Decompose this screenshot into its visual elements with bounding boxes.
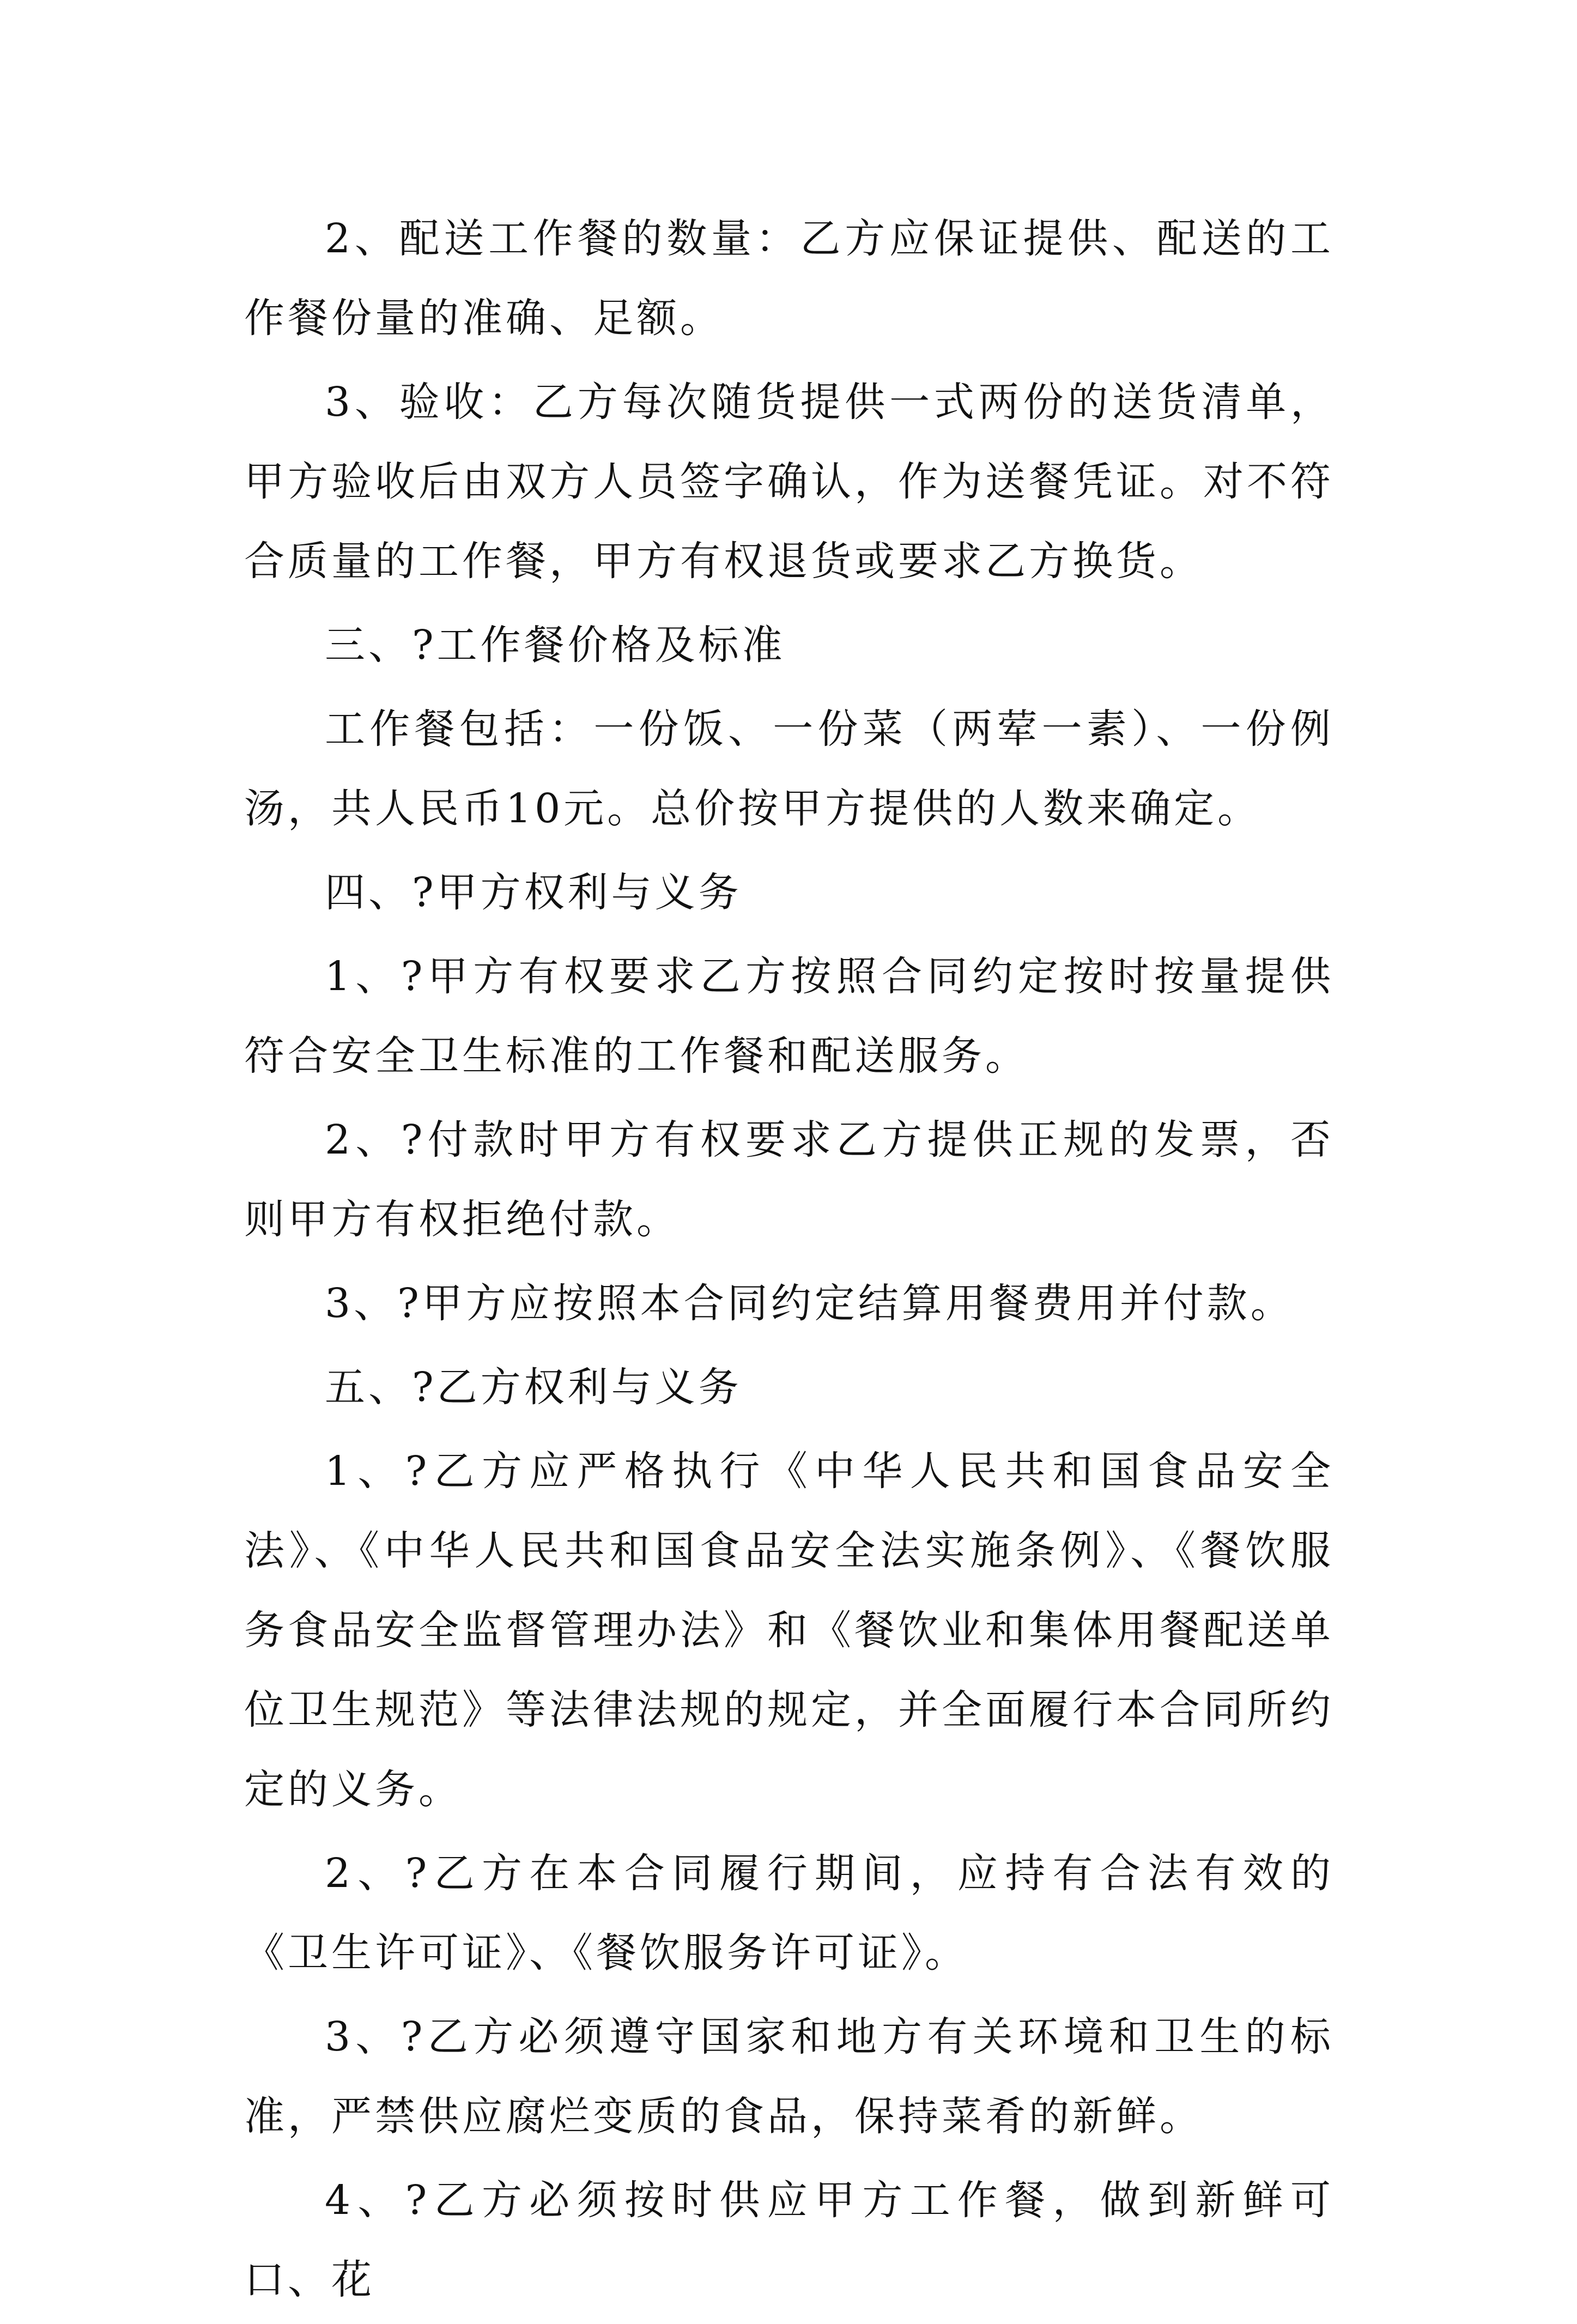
paragraph-party-a-right-3: 3、?甲方应按照本合同约定结算用餐费用并付款。 xyxy=(325,1280,1294,1327)
paragraph-party-b-duty-1: 1、?乙方应严格执行《中华人民共和国食品安全法》、《中华人民共和国食品安全法实施条例》、《餐饮服务食品安全监督管理办法》和《餐饮业和集体用餐配送单位卫生规范》等法律法规的规定，并全面履行本合同所约定的义务。 xyxy=(244,1448,1334,1813)
document-body xyxy=(244,199,1334,2324)
paragraph-party-a-right-1: 1、?甲方有权要求乙方按照合同约定按时按量提供符合安全卫生标准的工作餐和配送服务。 xyxy=(244,953,1334,1079)
paragraph-delivery-quantity: 2、配送工作餐的数量：乙方应保证提供、配送的工作餐份量的准确、足额。 xyxy=(244,215,1334,342)
paragraph-party-b-duty-2: 2、?乙方在本合同履行期间，应持有合法有效的《卫生许可证》、《餐饮服务许可证》。 xyxy=(244,1850,1334,1976)
paragraph-meal-contents: 工作餐包括：一份饭、一份菜（两荤一素）、一份例汤，共人民币10元。总价按甲方提供的人数来确定。 xyxy=(244,706,1334,832)
paragraph-party-b-duty-3: 3、?乙方必须遵守国家和地方有关环境和卫生的标准，严禁供应腐烂变质的食品，保持菜肴的新鲜。 xyxy=(244,2013,1334,2140)
section-heading-party-b: 五、?乙方权利与义务 xyxy=(325,1364,742,1411)
section-heading-party-a: 四、?甲方权利与义务 xyxy=(325,869,742,916)
paragraph-party-a-right-2: 2、?付款时甲方有权要求乙方提供正规的发票，否则甲方有权拒绝付款。 xyxy=(244,1117,1334,1243)
section-heading-price: 三、?工作餐价格及标准 xyxy=(325,622,786,669)
paragraph-acceptance: 3、验收：乙方每次随货提供一式两份的送货清单，甲方验收后由双方人员签字确认，作为送餐凭证。对不符合质量的工作餐，甲方有权退货或要求乙方换货。 xyxy=(244,379,1334,585)
paragraph-party-b-duty-4: 4、?乙方必须按时供应甲方工作餐，做到新鲜可口、花 xyxy=(244,2177,1334,2303)
